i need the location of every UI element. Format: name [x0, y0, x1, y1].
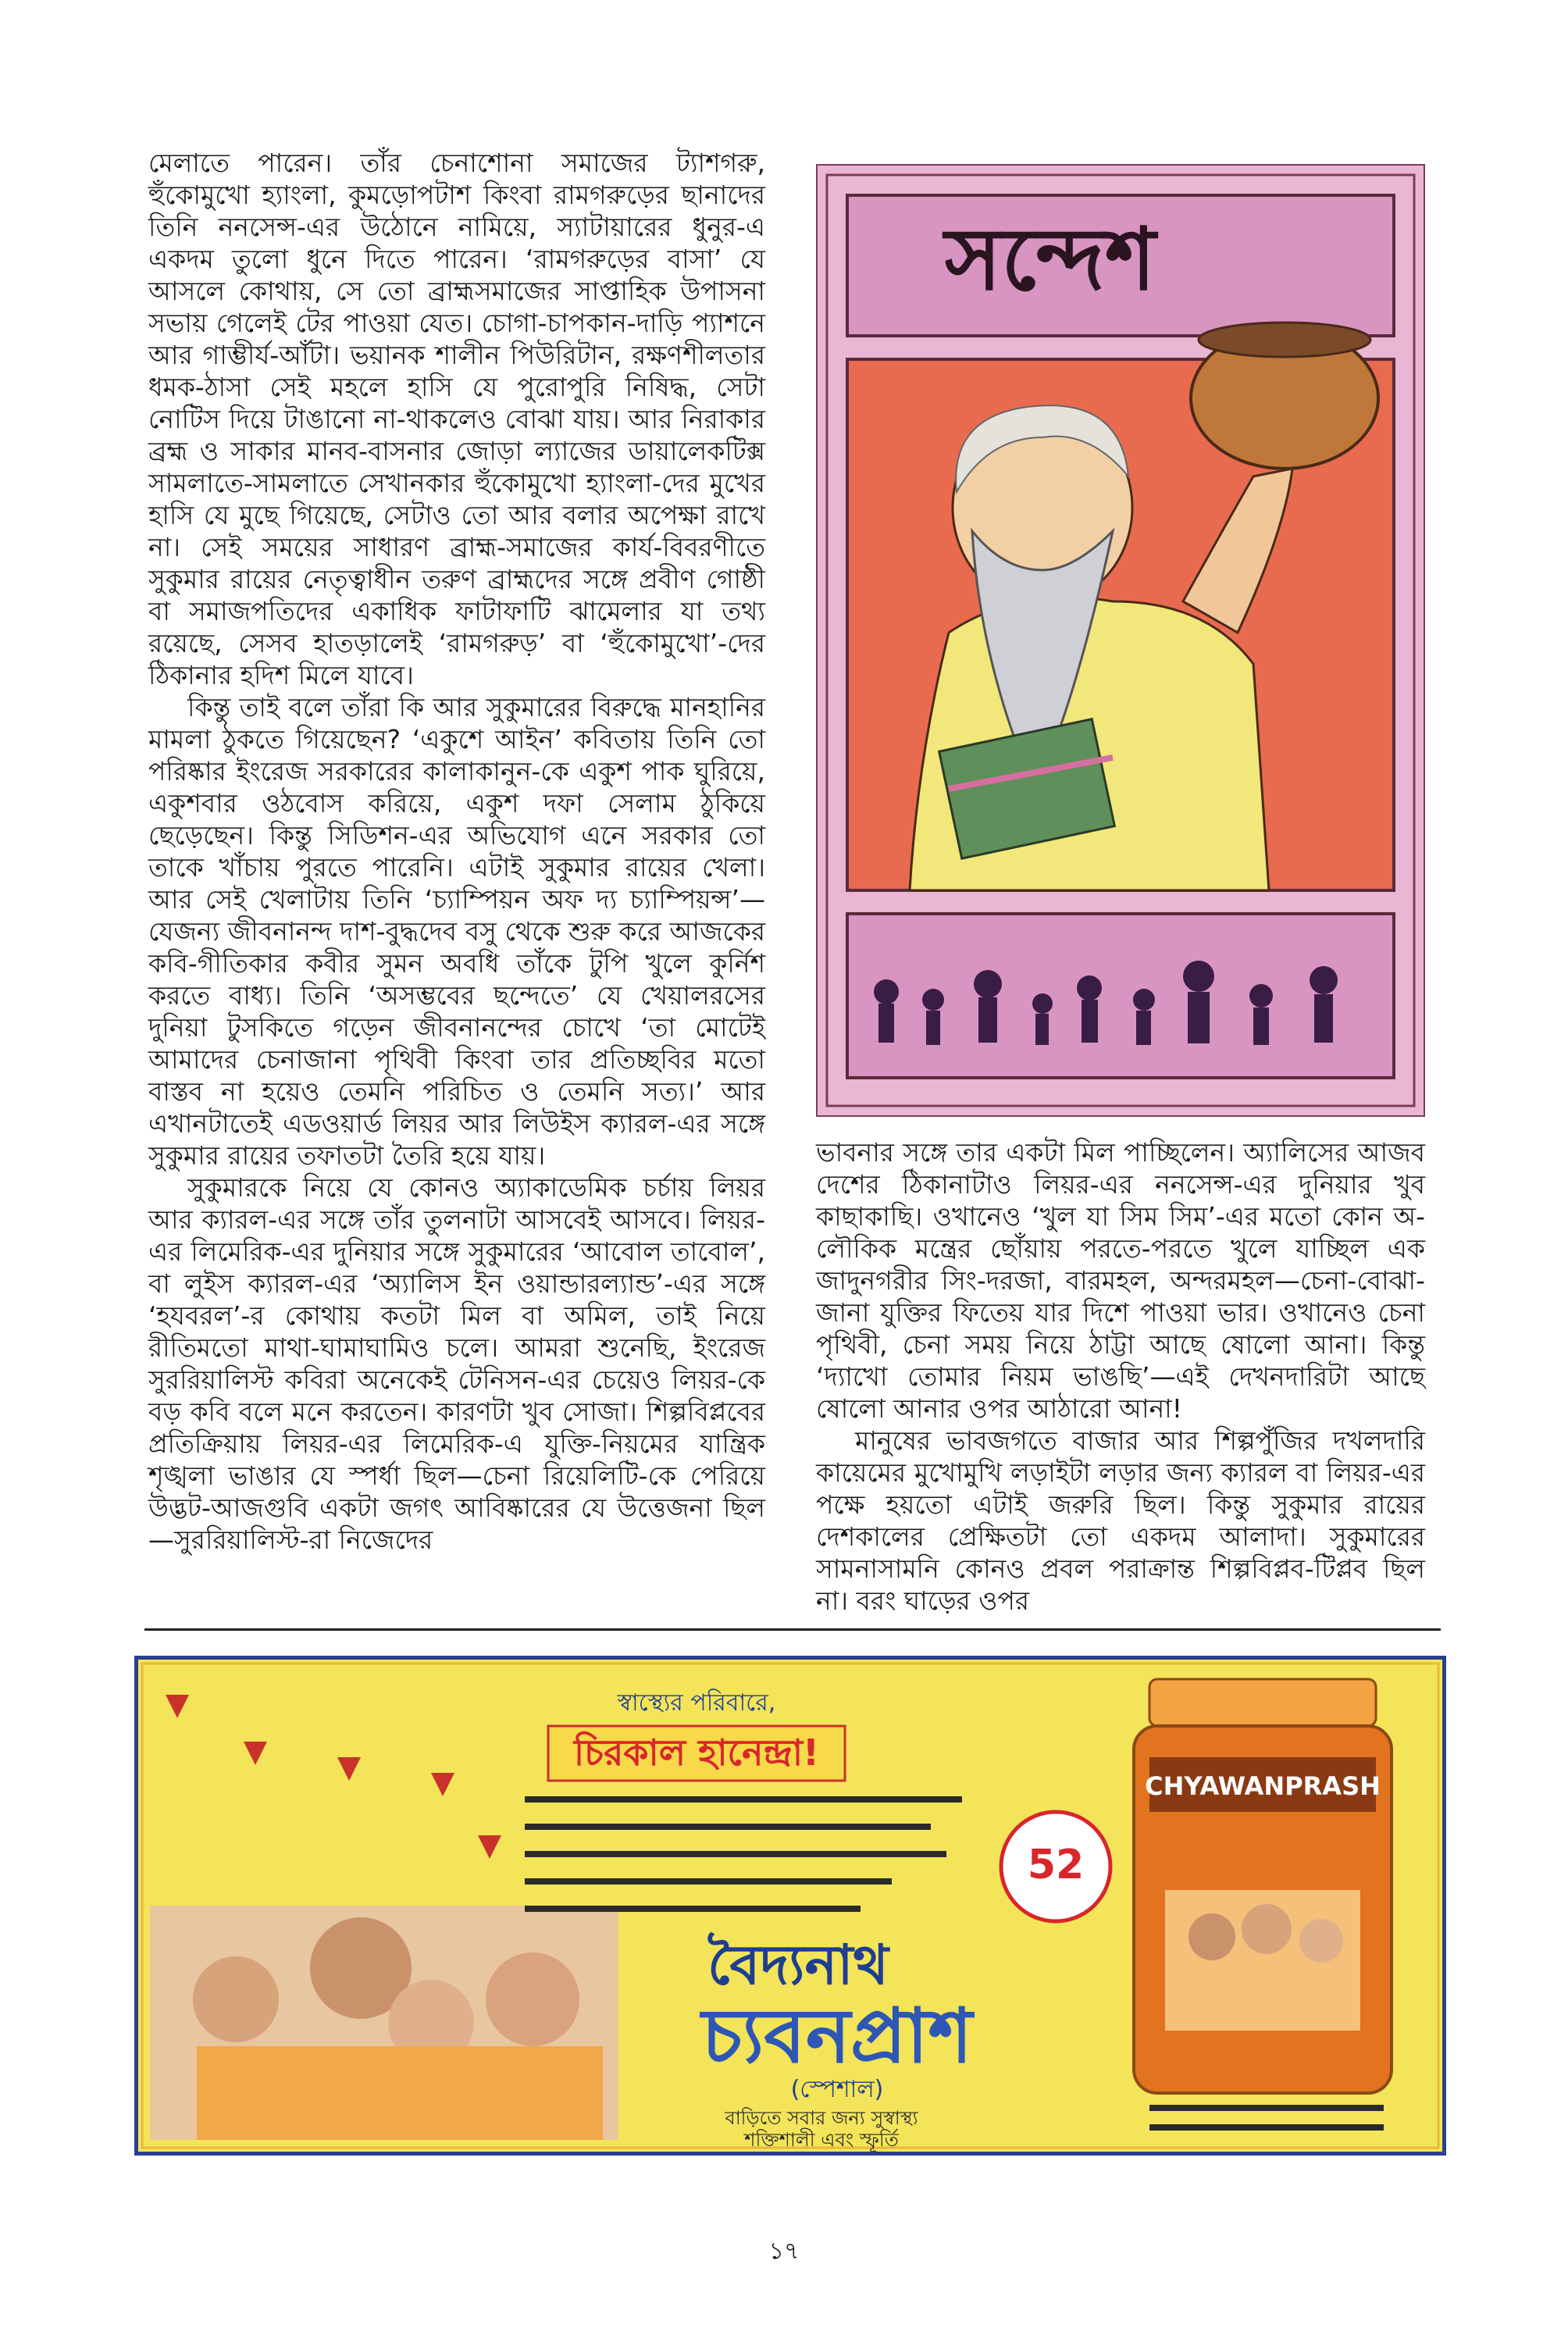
paragraph: ভাবনার সঙ্গে তার একটা মিল পাচ্ছিলেন। অ্যালিসের আজব দেশের ঠিকানাটাও লিয়র-এর ননসেন্স-এর দুনিয়ার খুব কাছাকাছি। ওখানেও ‘খুল যা সিম সিম’-এর মতো কোন অ-লৌকিক মন্ত্রের ছোঁয়ায় পরতে-পরতে খুলে যাচ্ছিল এক জাদুনগরীর সিং-দরজা, বারমহল, অন্দরমহল—চেনা-বোঝা-জানা যুক্তির ফিতেয় যার দিশে পাওয়া ভার। ওখানেও চেনা পৃথিবী, চেনা সময় নিয়ে ঠাট্টা আছে ষোলো আনা। কিন্তু ‘দ্যাখো তোমার নিয়ম ভাঙছি’—এই দেখনদারিটা আছে ষোলো আনার ওপর আঠারো আনা!: [816, 1137, 1425, 1424]
ad-tagline-1: বাড়িতে সবার জন্য সুস্বাস্থ্য: [725, 2107, 918, 2129]
section-divider: [144, 1628, 1441, 1631]
paragraph: কিন্তু তাই বলে তাঁরা কি আর সুকুমারের বিরুদ্ধে মানহানির মামলা ঠুকতে গিয়েছেন? ‘একুশে আইন’ কবিতায় তিনি তো পরিষ্কার ইংরেজ সরকারের কালাকানুন-কে একুশ পাক ঘুরিয়ে, একুশবার ওঠবোস করিয়ে, একুশ দফা সেলাম ঠুকিয়ে ছেড়েছেন। কিন্তু সিডিশন-এর অভিযোগ এনে সরকার তো তাকে খাঁচায় পুরতে পারেনি। এটাই সুকুমার রায়ের খেলা। আর সেই খেলাটায় তিনি ‘চ্যাম্পিয়ন অফ দ্য চ্যাম্পিয়ন্স’—যেজন্য জীবনানন্দ দাশ-বুদ্ধদেব বসু থেকে শুরু করে আজকের কবি-গীতিকার কবীর সুমন অবধি তাঁকে টুপি খুলে কুর্নিশ করতে বাধ্য। তিনি ‘অসম্ভবের ছন্দেতে’ যে খেয়ালরসের দুনিয়া টুসকিতে গড়েন জীবনানন্দের চোখে ‘তা মোটেই আমাদের চেনাজানা পৃথিবী কিংবা তার প্রতিচ্ছবির মতো বাস্তব না হয়েও তেমনি পরিচিত ও তেমনি সত্য।’ আর এখানটাতেই এডওয়ার্ড লিয়র আর লিউইস ক্যারল-এর সঙ্গে সুকুমার রায়ের তফাতটা তৈরি হয়ে যায়।: [148, 692, 765, 1171]
paragraph: সুকুমারকে নিয়ে যে কোনও অ্যাকাডেমিক চর্চায় লিয়র আর ক্যারল-এর সঙ্গে তাঁর তুলনাটা আসবেই আসবে। লিয়র-এর লিমেরিক-এর দুনিয়ার সঙ্গে সুকুমারের ‘আবোল তাবোল’, বা লুইস ক্যারল-এর ‘অ্যালিস ইন ওয়ান্ডারল্যান্ড’-এর সঙ্গে ‘হযবরল’-র কোথায় কতটা মিল বা অমিল, তাই নিয়ে রীতিমতো মাথা-ঘামাঘামিও চলে। আমরা শুনেছি, ইংরেজ সুররিয়ালিস্ট কবিরা অনেকেই টেনিসন-এর চেয়েও লিয়র-কে বড় কবি বলে মনে করতেন। কারণটা খুব সোজা। শিল্পবিপ্লবের প্রতিক্রিয়ায় লিয়র-এর লিমেরিক-এ যুক্তি-নিয়মের যান্ত্রিক শৃঙ্খলা ভাঙার যে স্পর্ধা ছিল—চেনা রিয়েলিটি-কে পেরিয়ে উদ্ভট-আজগুবি একটা জগৎ আবিষ্কারের যে উত্তেজনা ছিল—সুররিয়ালিস্ট-রা নিজেদের: [148, 1172, 765, 1555]
ad-brand-main: চ্যবনপ্রাশ: [701, 1992, 973, 2080]
sandesh-cover-illustration: [816, 164, 1425, 1117]
ad-art: [134, 1656, 1446, 2156]
advertisement-chyawanprash: [134, 1656, 1446, 2156]
ad-headline: চিরকাল হানেন্দ্রা!: [573, 1731, 820, 1774]
ad-headline-small: স্বাস্থ্যের পরিবারে,: [617, 1689, 776, 1717]
cover-title: সন্দেশ: [944, 209, 1156, 309]
article-column-right: [816, 1136, 1425, 1617]
ad-jar-label: CHYAWANPRASH: [1145, 1771, 1381, 1801]
paragraph: মানুষের ভাবজগতে বাজার আর শিল্পপুঁজির দখলদারি কায়েমের মুখোমুখি লড়াইটা লড়ার জন্য ক্যারল বা লিয়র-এর পক্ষে হয়তো এটাই জরুরি ছিল। কিন্তু সুকুমার রায়ের দেশকালের প্রেক্ষিতটা তো একদম আলাদা। সুকুমারের সামনাসামনি কোনও প্রবল পরাক্রান্ত শিল্পবিপ্লব-টিপ্লব ছিল না। বরং ঘাড়ের ওপর: [816, 1425, 1425, 1616]
ad-brand-sub: (স্পেশাল): [790, 2076, 884, 2103]
page-number: ১৭: [768, 2238, 800, 2265]
ad-brand-top: বৈদ্যনাথ: [707, 1933, 889, 1997]
cover-art: [816, 164, 1425, 1117]
article-column-left: [148, 147, 765, 1556]
ad-tagline-2: শক্তিশালী এবং স্ফূর্তি: [744, 2129, 899, 2151]
paragraph: মেলাতে পারেন। তাঁর চেনাশোনা সমাজের ট্যাশগরু, হুঁকোমুখো হ্যাংলা, কুমড়োপটাশ কিংবা রামগরুড়ের ছানাদের তিনি ননসেন্স-এর উঠোনে নামিয়ে, স্যাটায়ারের ধুনুর-এ একদম তুলো ধুনে দিতে পারেন। ‘রামগরুড়ের বাসা’ যে আসলে কোথায়, সে তো ব্রাহ্মসমাজের সাপ্তাহিক উপাসনা সভায় গেলেই টের পাওয়া যেত। চোগা-চাপকান-দাড়ি প্যাশনে আর গাম্ভীর্য-আঁটা। ভয়ানক শালীন পিউরিটান, রক্ষণশীলতার ধমক-ঠাসা সেই মহলে হাসি যে পুরোপুরি নিষিদ্ধ, সেটা নোটিস দিয়ে টাঙানো না-থাকলেও বোঝা যায়। আর নিরাকার ব্রহ্ম ও সাকার মানব-বাসনার জোড়া ল্যাজের ডায়ালেকটিক্স সামলাতে-সামলাতে সেখানকার হুঁকোমুখো হ্যাংলা-দের মুখের হাসি যে মুছে গিয়েছে, সেটাও তো আর বলার অপেক্ষা রাখে না। সেই সময়ের সাধারণ ব্রাহ্ম-সমাজের কার্য-বিবরণীতে সুকুমার রায়ের নেতৃত্বাধীন তরুণ ব্রাহ্মদের সঙ্গে প্রবীণ গোষ্ঠী বা সমাজপতিদের একাধিক ফাটাফাটি ঝামেলার যা তথ্য রয়েছে, সেসব হাতড়ালেই ‘রামগরুড়’ বা ‘হুঁকোমুখো’-দের ঠিকানার হদিশ মিলে যাবে।: [148, 148, 765, 690]
ad-badge: 52: [1027, 1842, 1085, 1888]
